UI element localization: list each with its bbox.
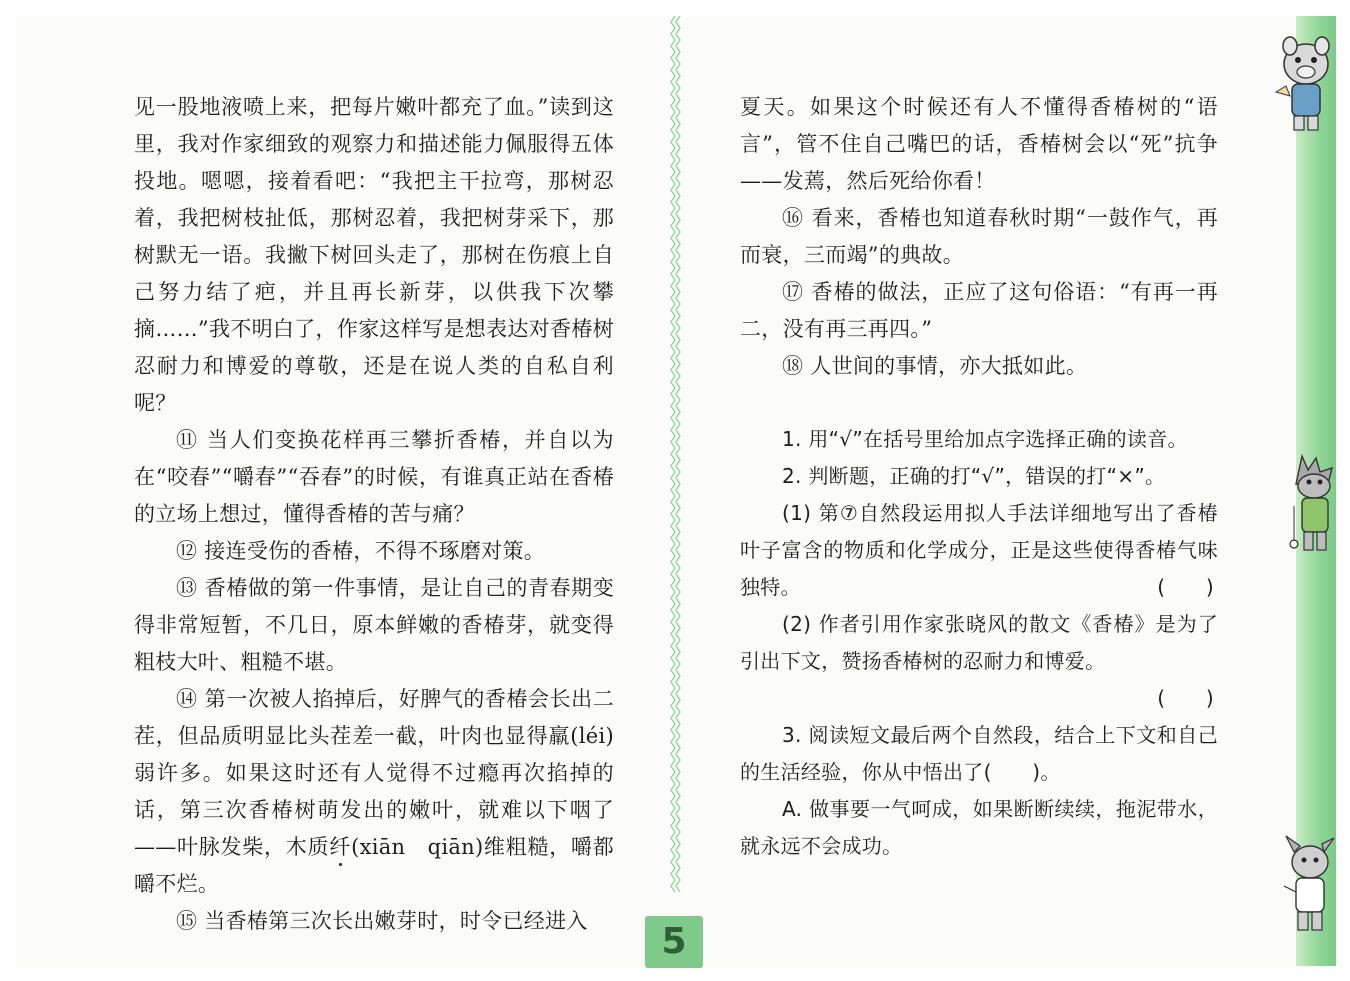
question-2-1-text: (1) 第⑦自然段运用拟人手法详细地写出了香椿叶子富含的物质和化学成分，正是这些使得香椿气味独特。 xyxy=(740,501,1218,599)
left-column xyxy=(134,89,614,940)
paragraph-10-continued: 见一股地液喷上来，把每片嫩叶都充了血。”读到这里，我对作家细致的观察力和描述能力佩服得五体投地。嗯嗯，接着看吧：“我把主干拉弯，那树忍着，我把树枝扯低，那树忍着，我把树芽采下，那树默无一语。我撇下树回头走了，那树在伤痕上自己努力结了疤，并且再长新芽，以供我下次攀摘……”我不明白了，作家这样写是想表达对香椿树忍耐力和博爱的尊敬，还是在说人类的自私自利呢？ xyxy=(134,95,614,415)
paragraph-14-tail: 维粗糙，嚼都嚼不烂。 xyxy=(134,835,614,896)
answer-blank-2-2[interactable]: ( ) xyxy=(1157,686,1214,710)
answer-blank-2-1[interactable]: ( ) xyxy=(1157,575,1214,599)
paragraph-13: ⑬ 香椿做的第一件事情，是让自己的青春期变得非常短暂，不几日，原本鲜嫩的香椿芽，就变得粗枝大叶、粗糙不堪。 xyxy=(134,576,614,674)
paragraph-12: ⑫ 接连受伤的香椿，不得不琢磨对策。 xyxy=(176,539,546,563)
paragraph-14 xyxy=(134,681,614,903)
dotted-char: 纤 xyxy=(329,835,352,859)
paragraph-18: ⑱ 人世间的事情，亦大抵如此。 xyxy=(782,354,1088,378)
question-2-1 xyxy=(740,495,1218,606)
paragraph-11: ⑪ 当人们变换花样再三攀折香椿，并自以为在“咬春”“嚼春”“吞春”的时候，有谁真正站在香椿的立场上想过，懂得香椿的苦与痛？ xyxy=(134,428,614,526)
question-2: 2. 判断题，正确的打“√”，错误的打“×”。 xyxy=(782,464,1166,488)
pinyin-options: (xiān qiān) xyxy=(351,835,484,859)
paragraph-15: ⑮ 当香椿第三次长出嫩芽时，时令已经进入 xyxy=(176,909,588,933)
wolf-mascot-icon xyxy=(1282,448,1342,558)
pig-mascot-icon xyxy=(1268,34,1338,134)
spine-zigzag xyxy=(668,16,682,896)
question-3: 3. 阅读短文最后两个自然段，结合上下文和自己的生活经验，你从中悟出了( )。 xyxy=(740,723,1218,784)
page-number: 5 xyxy=(661,921,687,962)
question-2-2: (2) 作者引用作家张晓风的散文《香椿》是为了引出下文，赞扬香椿树的忍耐力和博爱。 xyxy=(740,612,1218,673)
paragraph-17: ⑰ 香椿的做法，正应了这句俗语：“有再一再二，没有再三再四。” xyxy=(740,280,1218,341)
page-number-badge xyxy=(645,916,703,968)
paragraph-15-continued: 夏天。如果这个时候还有人不懂得香椿树的“语言”，管不住自己嘴巴的话，香椿树会以“死”抗争——发蔫，然后死给你看！ xyxy=(740,95,1218,193)
paragraph-14-text: ⑭ 第一次被人掐掉后，好脾气的香椿会长出二茬，但品质明显比头茬差一截，叶肉也显得羸(léi)弱许多。如果这时还有人觉得不过瘾再次掐掉的话，第三次香椿树萌发出的嫩叶，就难以下咽了——叶脉发柴，木质 xyxy=(134,687,614,859)
paragraph-16: ⑯ 看来，香椿也知道春秋时期“一鼓作气，再而衰，三而竭”的典故。 xyxy=(740,206,1218,267)
option-a: A. 做事要一气呵成，如果断断续续，拖泥带水，就永远不会成功。 xyxy=(740,797,1218,858)
right-column xyxy=(740,89,1218,865)
dog-mascot-icon xyxy=(1276,832,1342,942)
question-1: 1. 用“√”在括号里给加点字选择正确的读音。 xyxy=(782,427,1188,451)
